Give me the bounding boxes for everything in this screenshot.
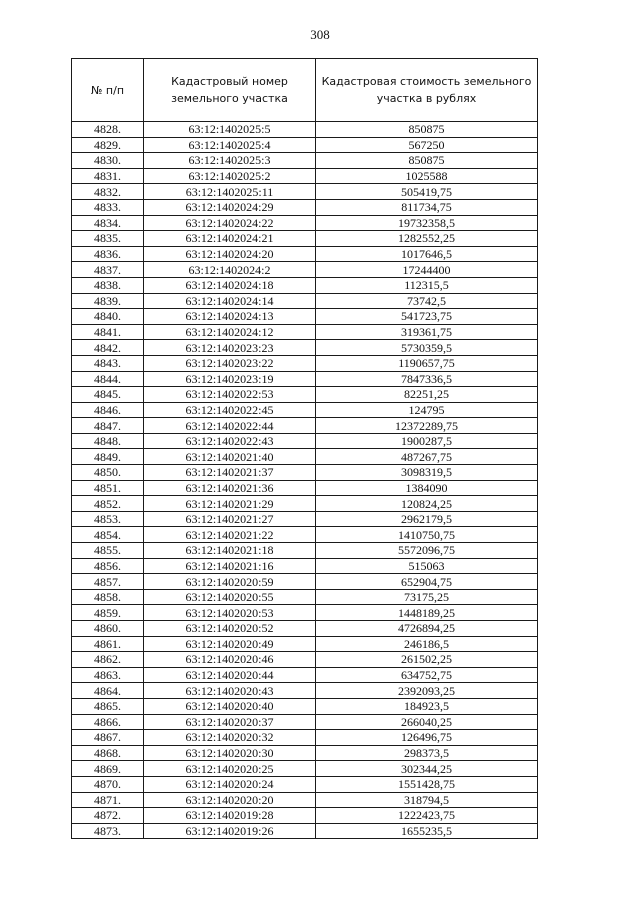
row-number-cell: 4856. xyxy=(72,558,144,574)
table-row xyxy=(72,215,538,231)
row-number-cell: 4859. xyxy=(72,605,144,621)
cadastral-value-cell: 850875 xyxy=(316,122,538,138)
table-row xyxy=(72,168,538,184)
table-body xyxy=(72,122,538,839)
cadastral-value-cell: 505419,75 xyxy=(316,184,538,200)
table-row xyxy=(72,465,538,481)
table-row xyxy=(72,293,538,309)
table-row xyxy=(72,527,538,543)
cadastral-value-cell: 112315,5 xyxy=(316,277,538,293)
cadastral-value-cell: 1222423,75 xyxy=(316,808,538,824)
table-row xyxy=(72,433,538,449)
row-number-cell: 4861. xyxy=(72,636,144,652)
cadastral-number-cell: 63:12:1402020:20 xyxy=(144,792,316,808)
table-row xyxy=(72,745,538,761)
table-row xyxy=(72,122,538,138)
row-number-cell: 4868. xyxy=(72,745,144,761)
row-number-cell: 4834. xyxy=(72,215,144,231)
row-number-cell: 4846. xyxy=(72,402,144,418)
row-number-cell: 4844. xyxy=(72,371,144,387)
cadastral-number-cell: 63:12:1402020:25 xyxy=(144,761,316,777)
cadastral-value-cell: 184923,5 xyxy=(316,698,538,714)
cadastral-value-cell: 120824,25 xyxy=(316,496,538,512)
cadastral-value-cell: 850875 xyxy=(316,153,538,169)
cadastral-number-cell: 63:12:1402025:3 xyxy=(144,153,316,169)
row-number-cell: 4863. xyxy=(72,667,144,683)
header-row-number: № п/п xyxy=(72,59,144,122)
cadastral-number-cell: 63:12:1402020:37 xyxy=(144,714,316,730)
row-number-cell: 4838. xyxy=(72,277,144,293)
cadastre-table xyxy=(71,58,538,839)
cadastral-value-cell: 7847336,5 xyxy=(316,371,538,387)
table-row xyxy=(72,511,538,527)
row-number-cell: 4855. xyxy=(72,543,144,559)
table-row xyxy=(72,231,538,247)
row-number-cell: 4842. xyxy=(72,340,144,356)
cadastral-number-cell: 63:12:1402024:22 xyxy=(144,215,316,231)
table-row xyxy=(72,808,538,824)
cadastral-number-cell: 63:12:1402021:16 xyxy=(144,558,316,574)
row-number-cell: 4829. xyxy=(72,137,144,153)
cadastral-number-cell: 63:12:1402025:2 xyxy=(144,168,316,184)
table-row xyxy=(72,652,538,668)
cadastral-number-cell: 63:12:1402023:23 xyxy=(144,340,316,356)
table-row xyxy=(72,589,538,605)
cadastral-number-cell: 63:12:1402025:4 xyxy=(144,137,316,153)
cadastral-number-cell: 63:12:1402020:32 xyxy=(144,730,316,746)
cadastral-number-cell: 63:12:1402024:20 xyxy=(144,246,316,262)
row-number-cell: 4873. xyxy=(72,823,144,839)
cadastral-value-cell: 318794,5 xyxy=(316,792,538,808)
cadastral-value-cell: 1551428,75 xyxy=(316,776,538,792)
cadastral-value-cell: 487267,75 xyxy=(316,449,538,465)
row-number-cell: 4833. xyxy=(72,199,144,215)
cadastral-value-cell: 298373,5 xyxy=(316,745,538,761)
cadastral-value-cell: 124795 xyxy=(316,402,538,418)
table-row xyxy=(72,340,538,356)
table-row xyxy=(72,667,538,683)
cadastral-value-cell: 2392093,25 xyxy=(316,683,538,699)
cadastral-value-cell: 266040,25 xyxy=(316,714,538,730)
cadastral-number-cell: 63:12:1402019:28 xyxy=(144,808,316,824)
row-number-cell: 4860. xyxy=(72,621,144,637)
cadastral-value-cell: 82251,25 xyxy=(316,387,538,403)
cadastral-number-cell: 63:12:1402020:59 xyxy=(144,574,316,590)
table-row xyxy=(72,605,538,621)
table-row xyxy=(72,636,538,652)
row-number-cell: 4852. xyxy=(72,496,144,512)
row-number-cell: 4857. xyxy=(72,574,144,590)
row-number-cell: 4843. xyxy=(72,355,144,371)
cadastral-value-cell: 1384090 xyxy=(316,480,538,496)
table-row xyxy=(72,714,538,730)
row-number-cell: 4839. xyxy=(72,293,144,309)
cadastral-number-cell: 63:12:1402025:11 xyxy=(144,184,316,200)
cadastral-number-cell: 63:12:1402024:18 xyxy=(144,277,316,293)
cadastral-number-cell: 63:12:1402021:29 xyxy=(144,496,316,512)
cadastral-value-cell: 261502,25 xyxy=(316,652,538,668)
cadastral-value-cell: 17244400 xyxy=(316,262,538,278)
cadastral-number-cell: 63:12:1402020:30 xyxy=(144,745,316,761)
table-row xyxy=(72,792,538,808)
cadastral-value-cell: 4726894,25 xyxy=(316,621,538,637)
row-number-cell: 4830. xyxy=(72,153,144,169)
cadastral-value-cell: 1025588 xyxy=(316,168,538,184)
cadastral-number-cell: 63:12:1402023:22 xyxy=(144,355,316,371)
cadastral-number-cell: 63:12:1402024:14 xyxy=(144,293,316,309)
table-row xyxy=(72,480,538,496)
cadastral-number-cell: 63:12:1402023:19 xyxy=(144,371,316,387)
table-row xyxy=(72,683,538,699)
cadastral-value-cell: 541723,75 xyxy=(316,309,538,325)
cadastral-number-cell: 63:12:1402022:43 xyxy=(144,433,316,449)
table-row xyxy=(72,199,538,215)
cadastral-number-cell: 63:12:1402021:22 xyxy=(144,527,316,543)
row-number-cell: 4837. xyxy=(72,262,144,278)
table-row xyxy=(72,823,538,839)
table-row xyxy=(72,184,538,200)
table-row xyxy=(72,355,538,371)
cadastral-number-cell: 63:12:1402020:46 xyxy=(144,652,316,668)
cadastral-number-cell: 63:12:1402020:49 xyxy=(144,636,316,652)
cadastral-number-cell: 63:12:1402024:21 xyxy=(144,231,316,247)
table-row xyxy=(72,621,538,637)
cadastral-number-cell: 63:12:1402020:40 xyxy=(144,698,316,714)
cadastral-value-cell: 1410750,75 xyxy=(316,527,538,543)
row-number-cell: 4832. xyxy=(72,184,144,200)
table-row xyxy=(72,246,538,262)
table-row xyxy=(72,730,538,746)
table-row xyxy=(72,387,538,403)
cadastral-number-cell: 63:12:1402021:36 xyxy=(144,480,316,496)
cadastral-value-cell: 1655235,5 xyxy=(316,823,538,839)
cadastral-value-cell: 1448189,25 xyxy=(316,605,538,621)
cadastral-number-cell: 63:12:1402024:29 xyxy=(144,199,316,215)
cadastral-number-cell: 63:12:1402021:40 xyxy=(144,449,316,465)
cadastral-number-cell: 63:12:1402024:12 xyxy=(144,324,316,340)
cadastral-value-cell: 319361,75 xyxy=(316,324,538,340)
row-number-cell: 4849. xyxy=(72,449,144,465)
cadastral-value-cell: 652904,75 xyxy=(316,574,538,590)
row-number-cell: 4850. xyxy=(72,465,144,481)
cadastral-value-cell: 19732358,5 xyxy=(316,215,538,231)
cadastral-number-cell: 63:12:1402025:5 xyxy=(144,122,316,138)
row-number-cell: 4858. xyxy=(72,589,144,605)
row-number-cell: 4862. xyxy=(72,652,144,668)
cadastral-number-cell: 63:12:1402020:52 xyxy=(144,621,316,637)
cadastral-number-cell: 63:12:1402019:26 xyxy=(144,823,316,839)
table-row xyxy=(72,402,538,418)
table-row xyxy=(72,543,538,559)
row-number-cell: 4865. xyxy=(72,698,144,714)
row-number-cell: 4840. xyxy=(72,309,144,325)
header-cadastral-value: Кадастровая стоимость земельного участка в рублях xyxy=(316,59,538,122)
cadastral-number-cell: 63:12:1402022:45 xyxy=(144,402,316,418)
cadastral-number-cell: 63:12:1402024:2 xyxy=(144,262,316,278)
table-header-row xyxy=(72,59,538,122)
cadastral-value-cell: 515063 xyxy=(316,558,538,574)
cadastral-value-cell: 1282552,25 xyxy=(316,231,538,247)
row-number-cell: 4871. xyxy=(72,792,144,808)
table-row xyxy=(72,574,538,590)
row-number-cell: 4866. xyxy=(72,714,144,730)
row-number-cell: 4847. xyxy=(72,418,144,434)
table-row xyxy=(72,558,538,574)
cadastral-number-cell: 63:12:1402020:44 xyxy=(144,667,316,683)
table-row xyxy=(72,324,538,340)
row-number-cell: 4835. xyxy=(72,231,144,247)
cadastral-value-cell: 73175,25 xyxy=(316,589,538,605)
cadastral-value-cell: 2962179,5 xyxy=(316,511,538,527)
cadastral-number-cell: 63:12:1402020:55 xyxy=(144,589,316,605)
cadastral-value-cell: 567250 xyxy=(316,137,538,153)
cadastral-number-cell: 63:12:1402021:37 xyxy=(144,465,316,481)
header-cadastral-number: Кадастровый номер земельного участка xyxy=(144,59,316,122)
cadastral-value-cell: 126496,75 xyxy=(316,730,538,746)
table-row xyxy=(72,776,538,792)
table-row xyxy=(72,137,538,153)
row-number-cell: 4828. xyxy=(72,122,144,138)
page-number: 308 xyxy=(310,27,330,42)
cadastral-value-cell: 811734,75 xyxy=(316,199,538,215)
row-number-cell: 4870. xyxy=(72,776,144,792)
table-row xyxy=(72,698,538,714)
row-number-cell: 4841. xyxy=(72,324,144,340)
cadastral-number-cell: 63:12:1402024:13 xyxy=(144,309,316,325)
cadastral-value-cell: 1190657,75 xyxy=(316,355,538,371)
cadastral-value-cell: 302344,25 xyxy=(316,761,538,777)
cadastral-number-cell: 63:12:1402020:53 xyxy=(144,605,316,621)
row-number-cell: 4872. xyxy=(72,808,144,824)
table-row xyxy=(72,309,538,325)
cadastral-value-cell: 5572096,75 xyxy=(316,543,538,559)
row-number-cell: 4867. xyxy=(72,730,144,746)
row-number-cell: 4853. xyxy=(72,511,144,527)
table-row xyxy=(72,418,538,434)
cadastral-value-cell: 73742,5 xyxy=(316,293,538,309)
cadastral-number-cell: 63:12:1402021:18 xyxy=(144,543,316,559)
table-row xyxy=(72,449,538,465)
cadastral-value-cell: 3098319,5 xyxy=(316,465,538,481)
table-row xyxy=(72,262,538,278)
cadastral-value-cell: 246186,5 xyxy=(316,636,538,652)
table-row xyxy=(72,371,538,387)
row-number-cell: 4845. xyxy=(72,387,144,403)
cadastral-value-cell: 5730359,5 xyxy=(316,340,538,356)
cadastral-number-cell: 63:12:1402020:43 xyxy=(144,683,316,699)
cadastral-number-cell: 63:12:1402020:24 xyxy=(144,776,316,792)
cadastral-value-cell: 1017646,5 xyxy=(316,246,538,262)
row-number-cell: 4836. xyxy=(72,246,144,262)
cadastral-number-cell: 63:12:1402022:44 xyxy=(144,418,316,434)
cadastral-value-cell: 12372289,75 xyxy=(316,418,538,434)
cadastral-number-cell: 63:12:1402022:53 xyxy=(144,387,316,403)
cadastral-value-cell: 1900287,5 xyxy=(316,433,538,449)
table-row xyxy=(72,761,538,777)
row-number-cell: 4848. xyxy=(72,433,144,449)
row-number-cell: 4869. xyxy=(72,761,144,777)
row-number-cell: 4831. xyxy=(72,168,144,184)
row-number-cell: 4851. xyxy=(72,480,144,496)
row-number-cell: 4854. xyxy=(72,527,144,543)
table-row xyxy=(72,277,538,293)
row-number-cell: 4864. xyxy=(72,683,144,699)
cadastral-number-cell: 63:12:1402021:27 xyxy=(144,511,316,527)
table-row xyxy=(72,153,538,169)
table-row xyxy=(72,496,538,512)
cadastral-value-cell: 634752,75 xyxy=(316,667,538,683)
